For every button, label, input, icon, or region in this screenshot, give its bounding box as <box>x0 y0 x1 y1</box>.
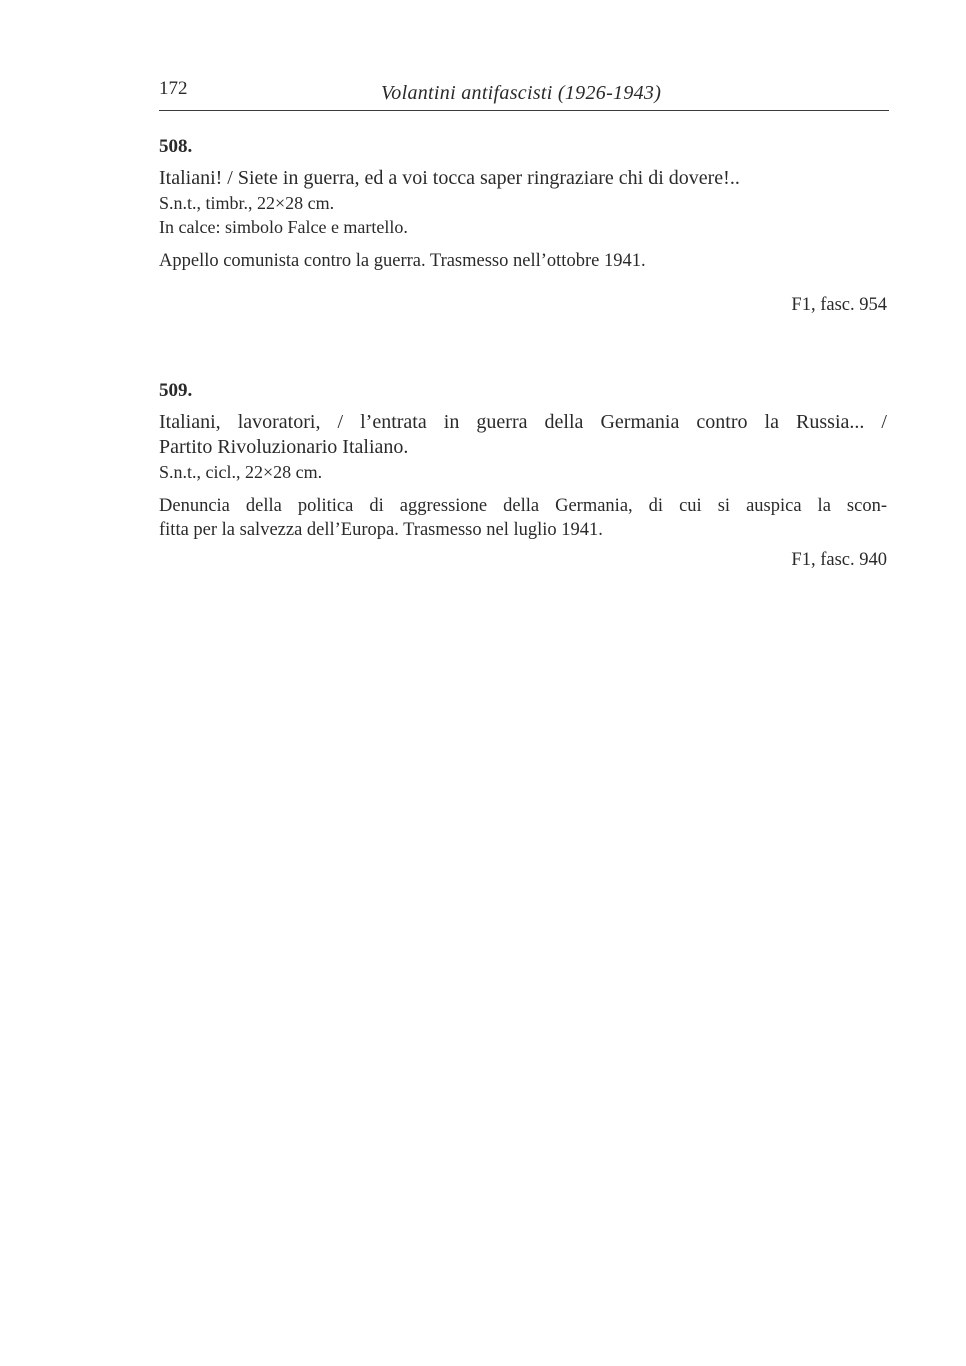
entry-description <box>159 494 887 542</box>
entry-meta-line: S.n.t., cicl., 22×28 cm. <box>159 462 323 482</box>
entry-archive-reference: F1, fasc. 940 <box>791 550 887 570</box>
entry-title-line: Partito Rivoluzionario Italiano. <box>159 436 409 458</box>
entry-archive-reference: F1, fasc. 954 <box>791 295 887 315</box>
page-number: 172 <box>159 78 188 99</box>
page-header <box>159 76 889 111</box>
entry-physical-description <box>159 191 887 239</box>
entry-number: 508. <box>159 136 193 157</box>
entry-number: 509. <box>159 380 193 401</box>
entry-title-line: Italiani, lavoratori, / l’entrata in guerra della Germania contro la Russia... / <box>159 411 887 433</box>
entry-description-line: Denuncia della politica di aggressione della Germania, di cui si auspica la scon- <box>159 496 887 516</box>
entry-title <box>159 410 887 460</box>
entry-description-line: fitta per la salvezza dell’Europa. Trasmesso nel luglio 1941. <box>159 520 603 540</box>
catalog-entry-509 <box>159 378 887 572</box>
entry-description <box>159 249 887 273</box>
entry-meta-line: In calce: simbolo Falce e martello. <box>159 217 408 237</box>
running-title: Volantini antifascisti (1926-1943) <box>381 82 662 104</box>
entry-description-line: Appello comunista contro la guerra. Trasmesso nell’ottobre 1941. <box>159 251 646 271</box>
entry-physical-description <box>159 460 887 484</box>
entry-meta-line: S.n.t., timbr., 22×28 cm. <box>159 193 335 213</box>
catalog-entry-508 <box>159 134 887 317</box>
entry-title <box>159 166 887 191</box>
entry-title-line: Italiani! / Siete in guerra, ed a voi tocca saper ringraziare chi di dovere!.. <box>159 167 740 189</box>
